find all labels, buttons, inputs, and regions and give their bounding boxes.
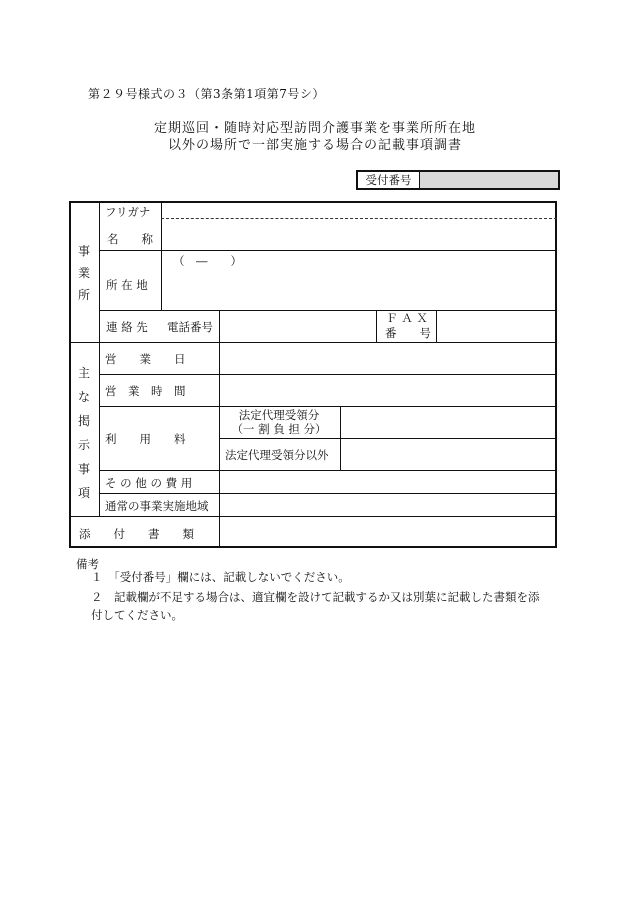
note-2-line-2: 付してください。 — [91, 608, 183, 622]
address-label: 所 在 地 — [106, 278, 148, 292]
row-line-office-end — [71, 342, 557, 343]
receipt-number-box — [356, 170, 560, 190]
legal-proxy-label — [223, 408, 335, 436]
receipt-number-field[interactable] — [420, 172, 558, 188]
other-costs-label: そ の 他 の 費 用 — [105, 476, 193, 490]
row-line-days — [99, 374, 557, 375]
row-line-main-end — [71, 516, 557, 517]
name-label: 名 称 — [107, 232, 153, 246]
section-office-label: 事 業 所 — [77, 244, 90, 302]
business-hours-label: 営 業 時 間 — [105, 384, 186, 398]
contact-label: 連 絡 先 — [106, 320, 148, 334]
form-number: 第２９号様式の３（第3条第1項第7号シ） — [88, 87, 325, 101]
note-2-line-1: ２ 記載欄が不足する場合は、適宜欄を設けて記載するか又は別葉に記載した書類を添 — [91, 590, 540, 604]
furigana-label: フリガナ — [105, 205, 151, 219]
attachments-label: 添 付 書 類 — [79, 527, 194, 541]
service-area-label: 通常の事業実施地域 — [105, 499, 209, 513]
phone-label: 電話番号 — [167, 320, 213, 334]
legal-proxy-line-2: （一 割 負 担 分） — [231, 422, 327, 436]
row-line-name — [99, 250, 557, 251]
title-line-2: 以外の場所で一部実施する場合の記載事項調書 — [167, 138, 462, 153]
receipt-number-label: 受付番号 — [358, 172, 420, 188]
divider-label-col-top — [161, 203, 162, 310]
row-line-address — [99, 310, 557, 311]
legal-proxy-line-1: 法定代理受領分 — [238, 408, 320, 422]
row-line-other — [99, 493, 557, 494]
title-line-1: 定期巡回・随時対応型訪問介護事業を事業所所在地 — [153, 121, 476, 136]
divider-fax-right — [436, 310, 437, 342]
document-title — [0, 120, 630, 154]
fax-label-line-2: 番 号 — [385, 326, 431, 340]
note-1: １ 「受付番号」欄には、記載しないでください。 — [91, 570, 350, 584]
furigana-dashed-line — [161, 218, 557, 219]
row-line-fees — [99, 470, 557, 471]
section-main-label: 主 な 掲 示 事 項 — [77, 366, 90, 500]
notes-title: 備考 — [76, 557, 99, 571]
fees-label: 利 用 料 — [105, 432, 186, 446]
divider-value-col — [219, 310, 220, 516]
form-table — [69, 201, 557, 548]
divider-attach-col — [219, 516, 220, 548]
non-legal-proxy-label: 法定代理受領分以外 — [225, 448, 329, 462]
business-days-label: 営 業 日 — [105, 352, 186, 366]
fax-label — [385, 311, 429, 341]
fax-label-line-1: Ｆ Ａ Ｘ — [386, 311, 428, 325]
address-postal: （ ― ） — [173, 254, 242, 268]
row-line-fee-split — [219, 438, 557, 439]
divider-fax-left — [376, 310, 377, 342]
row-line-hours — [99, 406, 557, 407]
